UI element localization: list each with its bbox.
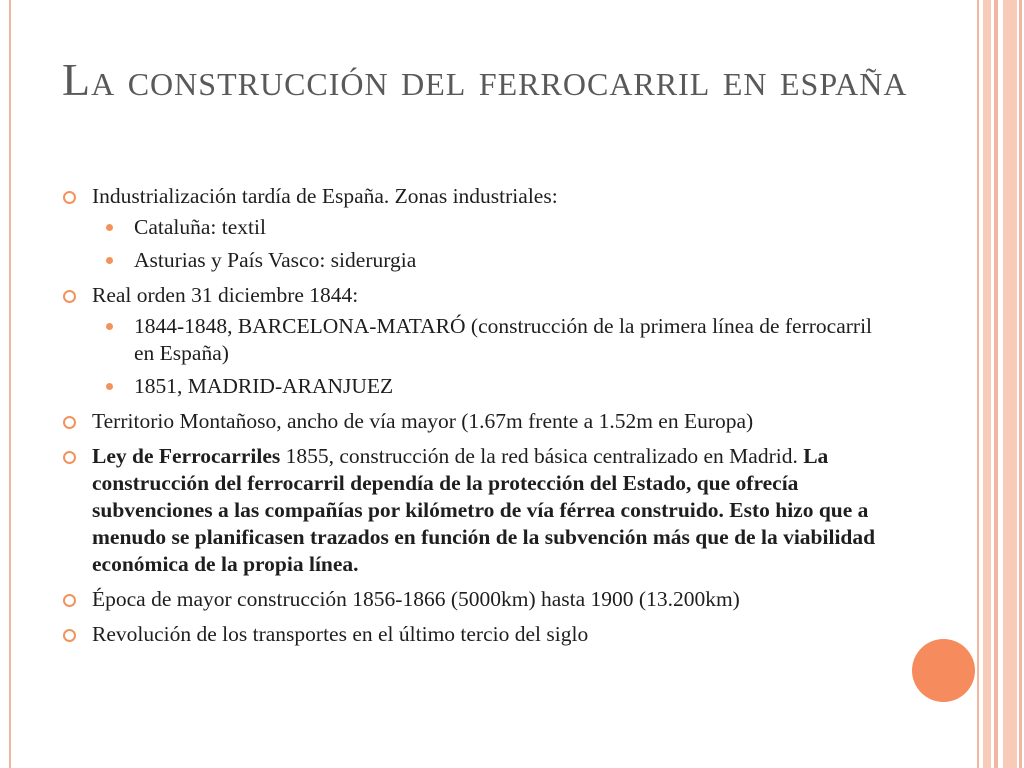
right-border-stripe bbox=[994, 0, 998, 768]
right-border-stripe bbox=[983, 0, 991, 768]
sub-bullet-item bbox=[92, 313, 882, 367]
ring-bullet-icon bbox=[63, 594, 76, 607]
bullet-text: Revolución de los transportes en el último tercio del siglo bbox=[92, 622, 589, 646]
bullet-item bbox=[62, 443, 882, 578]
slide-content bbox=[62, 183, 882, 656]
sub-bullet-text: Cataluña: textil bbox=[134, 215, 266, 239]
bullet-bold-lead: Ley de Ferrocarriles bbox=[92, 444, 281, 468]
dot-bullet-icon bbox=[106, 224, 113, 231]
left-border-line bbox=[9, 0, 11, 768]
bullet-text: Real orden 31 diciembre 1844: bbox=[92, 283, 359, 307]
right-border-stripe bbox=[1003, 0, 1017, 768]
sub-bullet-item bbox=[92, 214, 882, 241]
ring-bullet-icon bbox=[63, 451, 76, 464]
bullet-text: Industrialización tardía de España. Zonas industriales: bbox=[92, 184, 558, 208]
dot-bullet-icon bbox=[106, 383, 113, 390]
right-border-stripe bbox=[977, 0, 979, 768]
decorative-orange-circle bbox=[912, 639, 975, 702]
sub-bullet-text: Asturias y País Vasco: siderurgia bbox=[134, 248, 417, 272]
bullet-text: 1855, construcción de la red básica centralizado en Madrid. bbox=[280, 444, 804, 468]
sub-bullet-text: 1851, MADRID-ARANJUEZ bbox=[134, 374, 394, 398]
bullet-item bbox=[62, 408, 882, 435]
sub-list bbox=[92, 313, 882, 400]
ring-bullet-icon bbox=[63, 416, 76, 429]
dot-bullet-icon bbox=[106, 323, 113, 330]
bullet-text: Territorio Montañoso, ancho de vía mayor (1.67m frente a 1.52m en Europa) bbox=[92, 409, 754, 433]
ring-bullet-icon bbox=[63, 290, 76, 303]
bullet-item bbox=[62, 586, 882, 613]
slide-title: La construcción del ferrocarril en españa bbox=[62, 54, 908, 105]
dot-bullet-icon bbox=[106, 257, 113, 264]
sub-bullet-item bbox=[92, 247, 882, 274]
sub-bullet-text: 1844-1848, BARCELONA-MATARÓ (construcción de la primera línea de ferrocarril en España) bbox=[134, 314, 873, 365]
bullet-item bbox=[62, 282, 882, 400]
bullet-text: Época de mayor construcción 1856-1866 (5000km) hasta 1900 (13.200km) bbox=[92, 587, 740, 611]
bullet-item bbox=[62, 621, 882, 648]
sub-bullet-item bbox=[92, 373, 882, 400]
right-border-stripe bbox=[1019, 0, 1022, 768]
bullet-item bbox=[62, 183, 882, 274]
ring-bullet-icon bbox=[63, 629, 76, 642]
sub-list bbox=[92, 214, 882, 274]
bullet-bold-tail: La construcción del ferrocarril dependía de la protección del Estado, que ofrecía subvenciones a las compañías por kilómetro de vía férrea construido. Esto hizo que a menudo se planificasen trazados en función de la subvención más que de la viabilidad económica de la propia línea. bbox=[92, 444, 876, 576]
ring-bullet-icon bbox=[63, 191, 76, 204]
